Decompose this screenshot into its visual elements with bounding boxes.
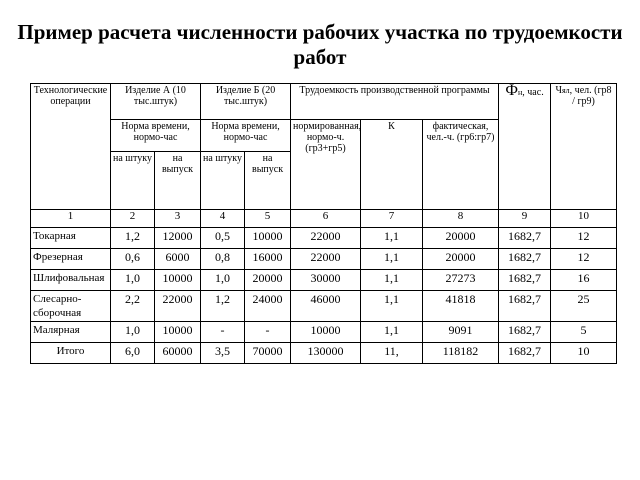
cell-actual: 9091 [423, 322, 499, 343]
operation-name: Фрезерная [31, 249, 111, 270]
table-row [31, 270, 617, 291]
cell-b-piece: 1,0 [201, 270, 245, 291]
cell-a-output: 12000 [155, 228, 201, 249]
operation-name: Токарная [31, 228, 111, 249]
header-operations: Технологические операции [31, 84, 111, 210]
cell-phi: 1682,7 [499, 343, 551, 364]
cell-a-output: 60000 [155, 343, 201, 364]
cell-ch: 5 [551, 322, 617, 343]
cell-k: 1,1 [361, 249, 423, 270]
cell-ch: 12 [551, 228, 617, 249]
cell-actual: 41818 [423, 291, 499, 322]
table-row [31, 322, 617, 343]
header-per-output-a: на выпуск [155, 152, 201, 210]
col-number: 3 [155, 210, 201, 228]
header-per-piece-a: на штуку [111, 152, 155, 210]
cell-normed: 22000 [291, 249, 361, 270]
cell-b-output: 70000 [245, 343, 291, 364]
header-per-piece-b: на штуку [201, 152, 245, 210]
header-labor: Трудоемкость производственной программы [291, 84, 499, 120]
cell-b-piece: 3,5 [201, 343, 245, 364]
cell-k: 1,1 [361, 291, 423, 322]
header-product-a: Изделие А (10 тыс.штук) [111, 84, 201, 120]
header-actual: фактическая, чел.-ч. (гр6:гр7) [423, 120, 499, 210]
cell-ch: 12 [551, 249, 617, 270]
col-number: 1 [31, 210, 111, 228]
operation-name: Слесарно-сборочная [31, 291, 111, 322]
cell-k: 1,1 [361, 322, 423, 343]
cell-b-piece: 0,5 [201, 228, 245, 249]
header-k: К [361, 120, 423, 210]
cell-normed: 46000 [291, 291, 361, 322]
cell-a-piece: 1,2 [111, 228, 155, 249]
header-phi: Фн, час. [499, 84, 551, 210]
col-number: 4 [201, 210, 245, 228]
page-title: Пример расчета численности рабочих участка по трудоемкости работ [17, 20, 623, 69]
header-norm-b: Норма времени, нормо-час [201, 120, 291, 152]
cell-actual: 20000 [423, 249, 499, 270]
cell-b-output: 16000 [245, 249, 291, 270]
cell-b-output: 10000 [245, 228, 291, 249]
cell-a-output: 6000 [155, 249, 201, 270]
table-row [31, 249, 617, 270]
header-per-output-b: на выпуск [245, 152, 291, 210]
table-row [31, 291, 617, 322]
col-number: 7 [361, 210, 423, 228]
table-row-total [31, 343, 617, 364]
cell-phi: 1682,7 [499, 270, 551, 291]
cell-a-piece: 0,6 [111, 249, 155, 270]
operation-name: Итого [31, 343, 111, 364]
cell-normed: 130000 [291, 343, 361, 364]
header-product-b: Изделие Б (20 тыс.штук) [201, 84, 291, 120]
col-number: 6 [291, 210, 361, 228]
cell-b-piece: 1,2 [201, 291, 245, 322]
cell-a-output: 10000 [155, 322, 201, 343]
cell-ch: 25 [551, 291, 617, 322]
cell-normed: 22000 [291, 228, 361, 249]
col-number: 2 [111, 210, 155, 228]
cell-ch: 16 [551, 270, 617, 291]
cell-actual: 118182 [423, 343, 499, 364]
cell-a-piece: 1,0 [111, 270, 155, 291]
header-normed: нормированная, нормо-ч. (гр3+гр5) [291, 120, 361, 210]
calculation-table [30, 83, 617, 364]
col-number: 8 [423, 210, 499, 228]
cell-phi: 1682,7 [499, 249, 551, 270]
cell-b-output: 20000 [245, 270, 291, 291]
cell-normed: 30000 [291, 270, 361, 291]
col-number: 9 [499, 210, 551, 228]
cell-a-piece: 1,0 [111, 322, 155, 343]
cell-b-output: 24000 [245, 291, 291, 322]
cell-b-output: - [245, 322, 291, 343]
cell-normed: 10000 [291, 322, 361, 343]
header-ch: Чял, чел. (гр8 / гр9) [551, 84, 617, 210]
cell-k: 1,1 [361, 270, 423, 291]
cell-b-piece: - [201, 322, 245, 343]
table-row [31, 228, 617, 249]
cell-k: 1,1 [361, 228, 423, 249]
cell-ch: 10 [551, 343, 617, 364]
cell-a-piece: 6,0 [111, 343, 155, 364]
operation-name: Малярная [31, 322, 111, 343]
cell-a-output: 22000 [155, 291, 201, 322]
cell-phi: 1682,7 [499, 322, 551, 343]
cell-a-output: 10000 [155, 270, 201, 291]
cell-b-piece: 0,8 [201, 249, 245, 270]
cell-k: 11, [361, 343, 423, 364]
col-number: 5 [245, 210, 291, 228]
cell-phi: 1682,7 [499, 291, 551, 322]
cell-actual: 20000 [423, 228, 499, 249]
cell-phi: 1682,7 [499, 228, 551, 249]
operation-name: Шлифовальная [31, 270, 111, 291]
col-number: 10 [551, 210, 617, 228]
header-norm-a: Норма времени, нормо-час [111, 120, 201, 152]
cell-a-piece: 2,2 [111, 291, 155, 322]
cell-actual: 27273 [423, 270, 499, 291]
